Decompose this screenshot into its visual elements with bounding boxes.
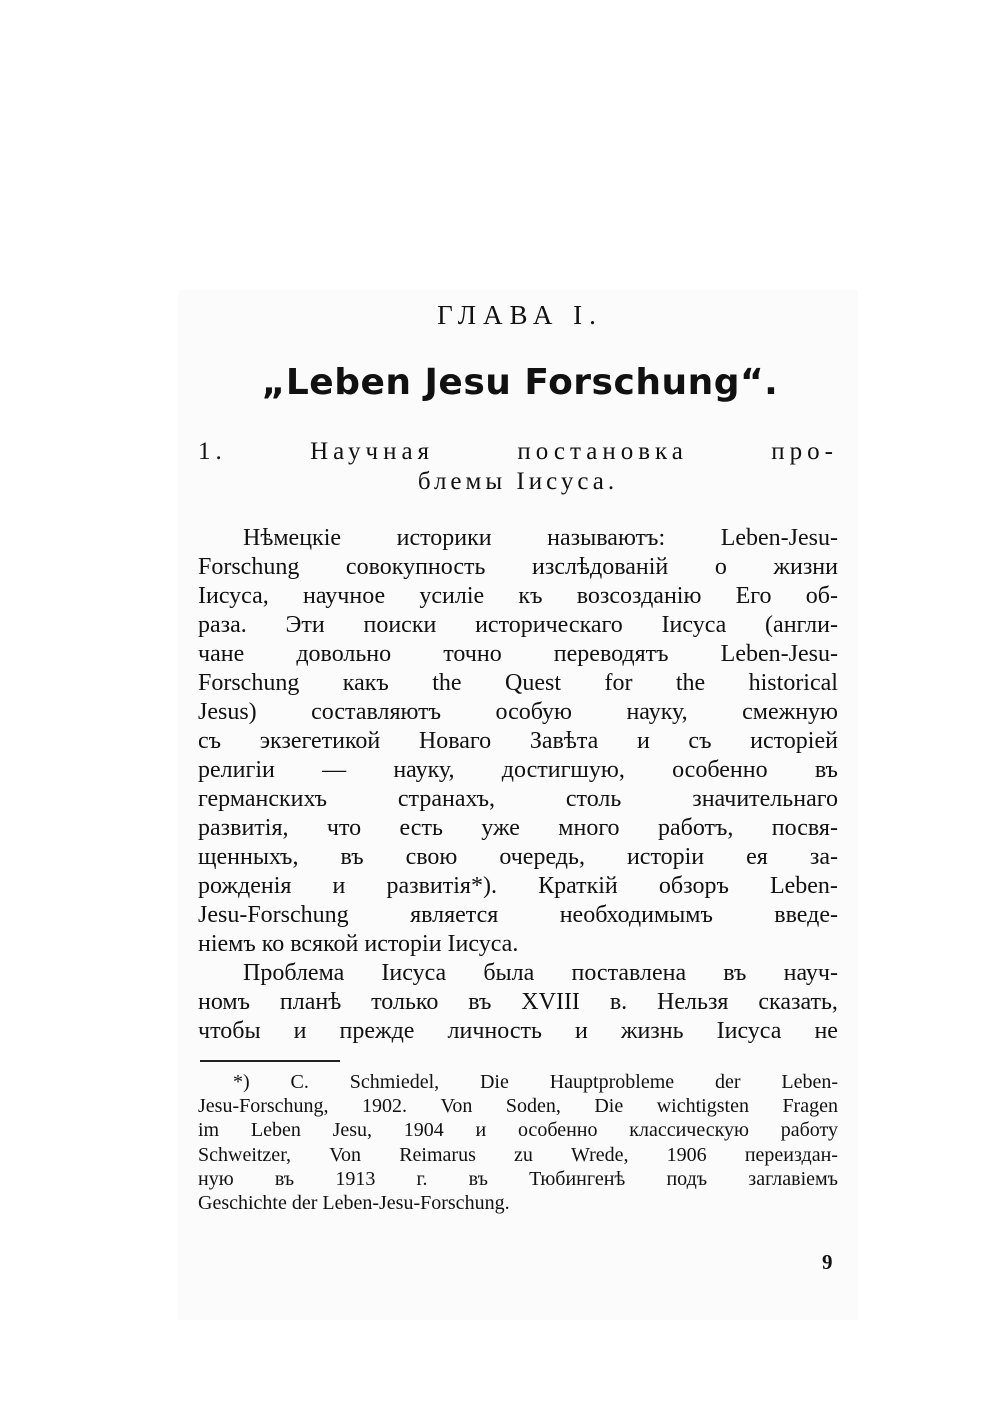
footnote-line — [198, 1191, 838, 1216]
body-line — [198, 901, 838, 930]
body-word: есть — [399, 815, 443, 841]
body-word: поиски — [363, 612, 437, 638]
footnote-word: заглавіемъ — [748, 1167, 838, 1190]
body-word: довольно — [296, 641, 392, 667]
body-word: является — [410, 902, 499, 928]
body-word: составляютъ — [311, 699, 442, 725]
body-word: работъ, — [657, 815, 734, 841]
body-word: рожденія — [198, 873, 292, 899]
body-word: съ — [688, 728, 712, 754]
body-word: введе- — [774, 902, 838, 928]
body-word: the — [432, 670, 462, 696]
body-word: свою — [405, 844, 458, 870]
body-word: точно — [443, 641, 502, 667]
body-word: была — [483, 960, 535, 986]
footnote-word: C. — [290, 1071, 309, 1093]
footnote-word: Schweitzer, — [198, 1143, 292, 1166]
body-word: достигшую, — [501, 757, 625, 783]
body-line — [198, 582, 838, 611]
footnote-word: особенно — [517, 1119, 598, 1142]
footnote-word: работу — [780, 1119, 838, 1142]
body-word: историческаго — [475, 612, 623, 638]
body-line — [198, 930, 838, 959]
body-word: чане — [198, 641, 245, 667]
body-word: что — [326, 815, 362, 841]
footnote-word: подъ — [666, 1167, 708, 1190]
body-word: Эти — [285, 612, 325, 638]
body-word: Новаго — [418, 728, 492, 754]
footnote-word: въ — [468, 1167, 488, 1190]
body-word: необходимымъ — [559, 902, 713, 928]
body-line — [243, 524, 838, 553]
footnote-word: Die — [479, 1071, 509, 1093]
body-word: Leben-Jesu- — [720, 641, 838, 667]
footnote-word: Тюбингенѣ — [529, 1167, 626, 1190]
body-word: особую — [495, 699, 572, 725]
body-word: Jesu-Forschung — [198, 902, 349, 928]
body-word: исторіи — [626, 844, 705, 870]
body-line — [198, 872, 838, 901]
body-line — [198, 814, 838, 843]
footnote-word: Jesu, — [332, 1119, 373, 1142]
footnote-word: Jesu-Forschung, — [198, 1095, 329, 1118]
footnote-line — [198, 1118, 838, 1143]
body-word: Leben-Jesu- — [720, 525, 838, 551]
footnote-word: 1904 — [403, 1119, 444, 1142]
body-word: номъ — [198, 989, 250, 1015]
body-line — [198, 669, 838, 698]
footnote-word: Von — [440, 1095, 473, 1118]
body-word: ніемъ ко всякой исторіи Iисуса. — [198, 931, 519, 957]
body-word: Нельзя — [657, 989, 729, 1015]
footnote-word: классическую — [629, 1119, 749, 1142]
section-heading-line-2: блемы Iисуса. — [417, 468, 619, 495]
body-word: Проблема — [243, 960, 345, 986]
body-word: Iисуса — [381, 960, 447, 986]
body-word: чтобы — [198, 1018, 261, 1044]
body-word: съ — [198, 728, 222, 754]
body-word: возсозданію — [576, 583, 702, 609]
section-heading-word: Научная — [310, 438, 435, 465]
body-word: за- — [809, 844, 838, 870]
footnote-line — [233, 1070, 838, 1095]
body-word: — — [322, 757, 347, 783]
body-word: historical — [748, 670, 838, 696]
body-word: XVIII — [521, 989, 580, 1015]
body-line — [198, 611, 838, 640]
footnote-word: 1902. — [362, 1095, 408, 1118]
body-word: не — [814, 1018, 838, 1044]
body-word: ея — [746, 844, 768, 870]
body-line — [198, 756, 838, 785]
footnote-rule — [200, 1060, 340, 1062]
body-word: жизни — [773, 554, 838, 580]
body-word: развитія, — [198, 815, 289, 841]
body-word: жизнь — [620, 1018, 684, 1044]
body-word: Jesus) — [198, 699, 257, 725]
footnote-word: Hauptprobleme — [549, 1071, 675, 1093]
footnote-word: Die — [594, 1095, 624, 1118]
footnote-word: 1913 — [335, 1167, 376, 1190]
footnote-word: Reimarus — [399, 1143, 476, 1166]
footnote-line — [198, 1094, 838, 1119]
body-word: въ — [814, 757, 838, 783]
body-word: къ — [518, 583, 543, 609]
body-word: религіи — [198, 757, 275, 783]
footnote-word: Fragen — [782, 1095, 838, 1118]
footnote-word: Von — [329, 1143, 362, 1166]
page-number: 9 — [822, 1250, 833, 1274]
body-word: особенно — [672, 757, 768, 783]
body-word: о — [714, 554, 727, 580]
footnote-word: der — [714, 1071, 741, 1093]
chapter-label: ГЛАВА I. — [437, 300, 603, 330]
footnote-word: ную — [198, 1167, 234, 1190]
body-word: for — [604, 670, 633, 696]
body-word: экзегетикой — [259, 728, 381, 754]
section-number: 1. — [198, 438, 227, 465]
section-heading-word: постановка — [517, 438, 688, 465]
body-word: в. — [609, 989, 628, 1015]
body-word: науку, — [393, 757, 455, 783]
body-word: исторіей — [750, 728, 838, 754]
body-word: въ — [340, 844, 364, 870]
footnote-word: *) — [233, 1071, 250, 1093]
section-heading-line-1 — [198, 438, 838, 466]
section-heading-word: про- — [771, 438, 838, 465]
body-word: столь — [565, 786, 622, 812]
body-line — [198, 785, 838, 814]
body-line — [243, 959, 838, 988]
body-word: только — [371, 989, 439, 1015]
body-word: и — [574, 1018, 588, 1044]
body-word: планѣ — [279, 989, 342, 1015]
footnote-word: im — [198, 1119, 220, 1142]
body-word: много — [558, 815, 620, 841]
body-word: обзоръ — [658, 873, 729, 899]
body-word: сказать, — [758, 989, 838, 1015]
body-word: личность — [447, 1018, 542, 1044]
body-word: the — [675, 670, 706, 696]
chapter-title: „Leben Jesu Forschung“. — [261, 362, 779, 403]
body-word: значительнаго — [692, 786, 838, 812]
footnote-word: Leben- — [781, 1071, 838, 1093]
body-word: научное — [303, 583, 386, 609]
body-word: въ — [468, 989, 492, 1015]
body-word: Краткій — [538, 873, 618, 899]
footnote-word: Geschichte der Leben-Jesu-Forschung. — [198, 1192, 510, 1214]
body-word: и — [332, 873, 346, 899]
body-word: прежде — [339, 1018, 415, 1044]
footnote-line — [198, 1167, 838, 1192]
body-word: очередь, — [499, 844, 585, 870]
body-word: щенныхъ, — [198, 844, 299, 870]
body-word: историки — [396, 525, 492, 551]
body-word: Forschung — [198, 554, 300, 580]
body-line — [198, 988, 838, 1017]
body-word: (англи- — [765, 612, 838, 638]
body-word: Leben- — [769, 873, 838, 899]
footnote-word: 1906 — [666, 1143, 707, 1166]
body-word: и — [636, 728, 650, 754]
body-word: поставлена — [571, 960, 687, 986]
body-word: Iисуса — [661, 612, 727, 638]
body-word: Нѣмецкіе — [243, 525, 342, 551]
body-word: смежную — [742, 699, 838, 725]
body-word: раза. — [198, 612, 247, 638]
body-line — [198, 843, 838, 872]
body-line — [198, 553, 838, 582]
body-line — [198, 727, 838, 756]
body-word: развитія*). — [386, 873, 497, 899]
body-word: Forschung — [198, 670, 300, 696]
footnote-word: Wrede, — [571, 1143, 629, 1166]
footnote-word: wichtigsten — [656, 1095, 749, 1118]
body-line — [198, 698, 838, 727]
footnote-word: и — [475, 1119, 487, 1142]
footnote-word: zu — [514, 1143, 533, 1166]
body-word: изслѣдованій — [532, 554, 669, 580]
body-word: Его — [735, 583, 772, 609]
body-word: странахъ, — [397, 786, 495, 812]
body-word: называютъ: — [547, 525, 666, 551]
body-word: науч- — [783, 960, 838, 986]
footnote-word: переиздан- — [744, 1143, 838, 1166]
footnote-word: Leben — [250, 1119, 301, 1142]
body-line — [198, 640, 838, 669]
body-word: германскихъ — [198, 786, 327, 812]
body-word: об- — [805, 583, 838, 609]
body-word: совокупность — [345, 554, 486, 580]
footnote-line — [198, 1143, 838, 1168]
body-word: посвя- — [771, 815, 838, 841]
body-word: Iисуса, — [198, 583, 269, 609]
body-word: Завѣта — [529, 728, 599, 754]
body-word: переводятъ — [553, 641, 669, 667]
body-word: Iисуса — [716, 1018, 782, 1044]
footnote-word: г. — [416, 1167, 428, 1190]
body-word: въ — [723, 960, 747, 986]
footnote-word: Schmiedel, — [349, 1071, 440, 1093]
body-word: и — [293, 1018, 307, 1044]
footnote-word: въ — [274, 1167, 295, 1190]
body-word: уже — [481, 815, 520, 841]
body-word: Quest — [505, 670, 562, 696]
footnote-word: Soden, — [505, 1095, 561, 1118]
body-word: усиліе — [419, 583, 485, 609]
body-line — [198, 1017, 838, 1046]
body-word: какъ — [342, 670, 389, 696]
body-word: науку, — [626, 699, 688, 725]
